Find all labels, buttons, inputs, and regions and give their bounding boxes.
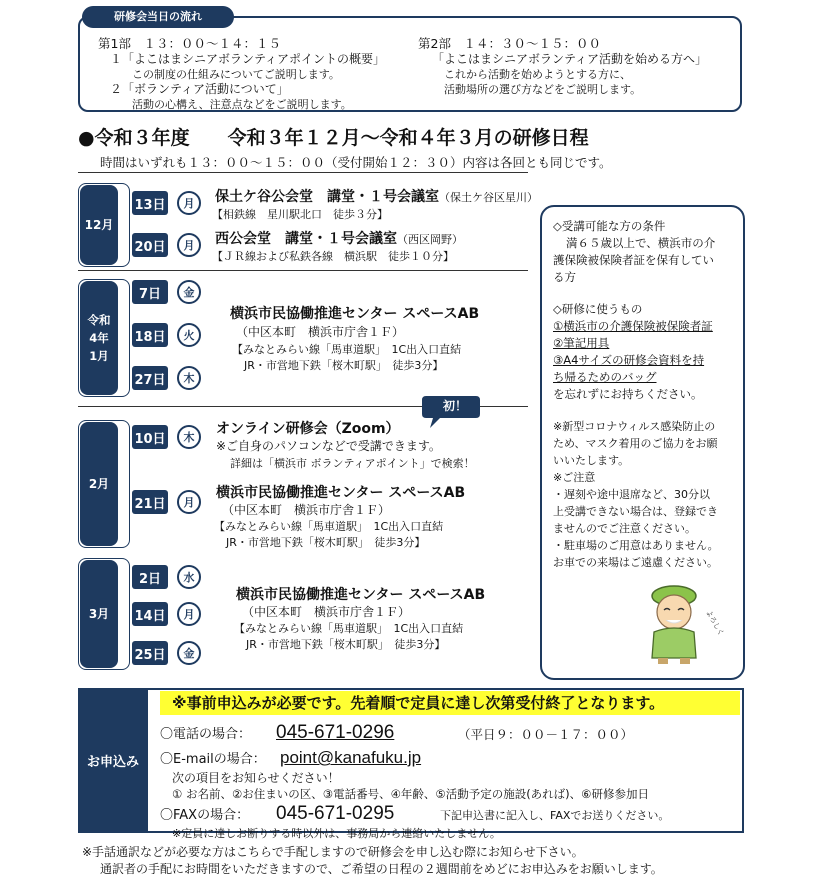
venue-name: 西公会堂 講堂・１号会議室（西区岡野）	[215, 231, 463, 247]
interpreter-note-2: 通訳者の手配にお時間をいただきますので、ご希望の日程の２週間前をめどにお申込みをお願いします。	[100, 862, 663, 876]
date-badge: 21日	[132, 490, 168, 514]
fax-label: 〇FAXの場合：	[160, 808, 250, 823]
covid-note: いいたします。	[553, 454, 630, 467]
phone-label: 〇電話の場合：	[160, 727, 252, 742]
month-label-feb: 2月	[80, 422, 118, 546]
part2-time: 第2部 １４：３０～１５：００	[418, 36, 601, 51]
fax-number: 045-671-0295	[276, 803, 395, 824]
caution-note: お車での来場はご遠慮ください。	[553, 556, 718, 569]
venue-access: JR・市営地下鉄「桜木町駅」 徒歩3分】	[244, 359, 444, 372]
date-badge: 14日	[132, 602, 168, 626]
fax-note: 下記申込書に記入し、FAXでお送りください。	[440, 809, 670, 822]
month-label-mar: 3月	[80, 560, 118, 668]
part1-item1-desc: この制度の仕組みについてご説明します。	[132, 68, 340, 81]
venue-location: （中区本町 横浜市庁舎１Ｆ）	[222, 503, 391, 517]
weekday-circle: 月	[177, 233, 201, 257]
item-bag: ③A4サイズの研修会資料を持	[553, 353, 705, 367]
schedule-title: ●令和３年度 令和３年１２月～令和４年３月の研修日程	[78, 127, 589, 149]
date-badge: 10日	[132, 425, 168, 449]
conditions-text: 護保険被保険者証を保有してい	[553, 253, 714, 267]
weekday-circle: 火	[177, 323, 201, 347]
online-session-search: 詳細は「横浜市 ボランティアポイント」で検索！	[230, 457, 475, 470]
svg-text:よろしく: よろしく	[704, 609, 726, 638]
mascot-illustration	[640, 582, 726, 668]
venue-access: 【相鉄線 星川駅北口 徒歩３分】	[212, 208, 388, 221]
venue-name: 横浜市民協働推進センター スペースAB	[236, 587, 486, 603]
item-bag-cont: ち帰るためのバッグ	[553, 370, 657, 384]
no-contact-note: ※定員に達しお断りする時以外は、事務局から連絡いたしません。	[172, 827, 501, 840]
online-session-name: オンライン研修会（Zoom）	[216, 421, 400, 437]
month-label-jan: 令和 4年 1月	[80, 281, 118, 395]
date-badge: 20日	[132, 233, 168, 257]
weekday-circle: 金	[177, 641, 201, 665]
venue-access: JR・市営地下鉄「桜木町駅」 徒歩3分】	[226, 536, 426, 549]
schedule-subtitle: 時間はいずれも１３：００～１５：００（受付開始１２：３０）内容は各回とも同じです。	[100, 155, 612, 170]
divider	[78, 270, 528, 271]
date-badge: 2日	[132, 565, 168, 589]
conditions-text: 満６５歳以上で、横浜市の介	[566, 236, 716, 250]
session-flow-tag: 研修会当日の流れ	[82, 6, 234, 28]
email-address[interactable]: point@kanafuku.jp	[280, 748, 422, 767]
part2-item1: 「よこはまシニアボランティア活動を始める方へ」	[432, 52, 708, 66]
weekday-circle: 月	[177, 490, 201, 514]
caution-note: ・駐車場のご用意はありません。	[553, 539, 719, 552]
title-underline	[78, 172, 528, 173]
weekday-circle: 月	[177, 191, 201, 215]
caution-note: ・遅刻や途中退席など、30分以	[553, 488, 710, 501]
new-label: 初！	[442, 399, 467, 413]
covid-note: ※新型コロナウィルス感染防止の	[553, 420, 716, 433]
venue-name: 横浜市民協働推進センター スペースAB	[216, 485, 466, 501]
caution-note: ませんのでご注意ください。	[553, 522, 696, 535]
part1-time: 第1部 １３：００～１４：１５	[98, 36, 281, 51]
weekday-circle: 木	[177, 366, 201, 390]
item-insurance-card: ①横浜市の介護保険被保険者証	[553, 319, 713, 333]
venue-access: 【みなとみらい線「馬車道駅」 1C出入口直結	[232, 343, 462, 356]
weekday-circle: 金	[177, 280, 201, 304]
items-intro: 次の項目をお知らせください！	[172, 771, 340, 785]
part1-item2: ２「ボランティア活動について」	[110, 82, 289, 96]
venue-name: 横浜市民協働推進センター スペースAB	[230, 306, 480, 322]
email-label: 〇E-mailの場合：	[160, 752, 266, 767]
part2-item1-desc2: 活動場所の選び方などをご説明します。	[444, 83, 642, 96]
advance-application-notice: ※事前申込みが必要です。先着順で定員に達し次第受付終了となります。	[160, 691, 740, 715]
venue-access: JR・市営地下鉄「桜木町駅」 徒歩3分】	[246, 638, 446, 651]
venue-access: 【みなとみらい線「馬車道駅」 1C出入口直結	[234, 622, 464, 635]
items-title: ◇研修に使うもの	[553, 302, 643, 316]
venue-location: （中区本町 横浜市庁舎１Ｆ）	[236, 325, 405, 339]
part1-item1: １「よこはまシニアボランティアポイントの概要」	[110, 52, 386, 66]
items-reminder: を忘れずにお持ちください。	[553, 387, 703, 401]
venue-name: 保土ケ谷公会堂 講堂・１号会議室（保土ケ谷区星川）	[215, 189, 538, 205]
required-items: ① お名前、②お住まいの区、③電話番号、④年齢、⑤活動予定の施設(あれば)、⑥研修参加日	[172, 787, 649, 801]
phone-hours: （平日９：００－１７：００）	[458, 727, 634, 742]
weekday-circle: 水	[177, 565, 201, 589]
item-writing-tools: ②筆記用具	[553, 336, 610, 350]
venue-access: 【ＪＲ線および私鉄各線 横浜駅 徒歩１０分】	[212, 250, 454, 263]
venue-access: 【みなとみらい線「馬車道駅」 1C出入口直結	[214, 520, 444, 533]
venue-location: （中区本町 横浜市庁舎１Ｆ）	[242, 605, 411, 619]
date-badge: 13日	[132, 191, 168, 215]
date-badge: 25日	[132, 641, 168, 665]
part1-item2-desc: 活動の心構え、注意点などをご説明します。	[132, 98, 352, 111]
conditions-title: ◇受講可能な方の条件	[553, 219, 666, 233]
month-label-dec: 12月	[80, 185, 118, 265]
application-label: お申込み	[78, 688, 148, 833]
conditions-text: る方	[553, 270, 576, 284]
online-session-desc: ※ご自身のパソコンなどで受講できます。	[216, 439, 441, 453]
weekday-circle: 木	[177, 425, 201, 449]
phone-number[interactable]: 045-671-0296	[276, 722, 395, 743]
caution-note: 上受講できない場合は、登録でき	[553, 505, 718, 518]
date-badge: 7日	[132, 280, 168, 304]
caution-title: ※ご注意	[553, 471, 596, 484]
covid-note: ため、マスク着用のご協力をお願	[553, 437, 718, 450]
date-badge: 27日	[132, 366, 168, 390]
part2-item1-desc1: これから活動を始めようとする方に、	[444, 68, 631, 81]
date-badge: 18日	[132, 323, 168, 347]
weekday-circle: 月	[177, 602, 201, 626]
interpreter-note: ※手話通訳などが必要な方はこちらで手配しますので研修会を申し込む際にお知らせ下さい。	[82, 845, 584, 859]
